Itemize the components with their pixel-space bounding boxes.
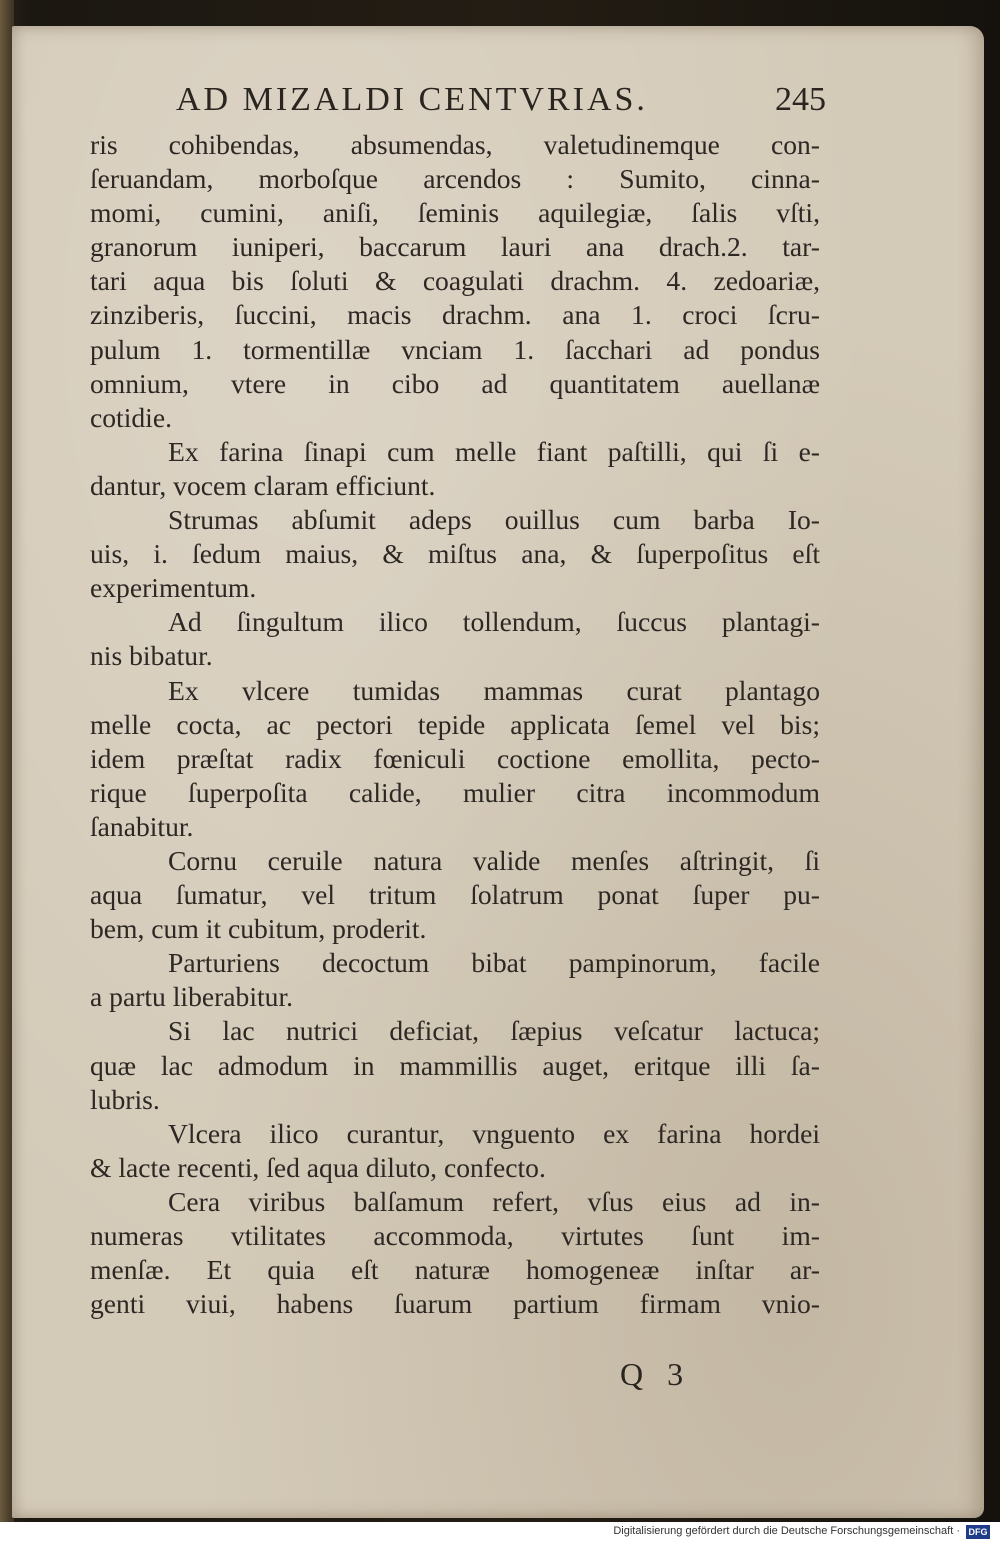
text-line: quæ lac admodum in mammillis auget, eritque illi ſa- — [90, 1049, 820, 1081]
text-line: idem præſtat radix fœniculi coctione emollita, pecto- — [90, 742, 820, 774]
text-line: ſeruandam, morboſque arcendos : Sumito, cinna- — [90, 163, 820, 195]
paragraph — [90, 674, 820, 844]
text-line: experimentum. — [90, 572, 257, 604]
dfg-logo: DFG — [966, 1525, 990, 1539]
text-line: nis bibatur. — [90, 640, 213, 672]
paragraph — [90, 435, 820, 503]
text-line: Cera viribus balſamum refert, vſus eius ad in- — [168, 1185, 820, 1217]
text-line: genti viui, habens ſuarum partium firmam vnio- — [90, 1288, 820, 1320]
paragraph — [90, 844, 820, 946]
text-line: Parturiens decoctum bibat pampinorum, facile — [168, 947, 820, 979]
text-line: Cornu ceruile natura valide menſes aſtringit, ſi — [168, 844, 820, 876]
paragraph — [90, 503, 820, 605]
text-line: tari aqua bis ſoluti & coagulati drachm. 4. zedoariæ, — [90, 265, 820, 297]
text-line: omnium, vtere in cibo ad quantitatem auellanæ — [90, 367, 820, 399]
text-line: Ad ſingultum ilico tollendum, ſuccus plantagi- — [168, 606, 820, 638]
text-line: bem, cum it cubitum, proderit. — [90, 913, 427, 945]
paragraph — [90, 1014, 820, 1116]
text-line: granorum iuniperi, baccarum lauri ana drach.2. tar- — [90, 231, 820, 263]
text-line: Vlcera ilico curantur, vnguento ex farina hordei — [168, 1117, 820, 1149]
text-line: Strumas abſumit adeps ouillus cum barba Io- — [168, 504, 820, 536]
text-line: uis, i. ſedum maius, & miſtus ana, & ſuperpoſitus eſt — [90, 538, 820, 570]
page-number: 245 — [775, 81, 826, 118]
text-line: numeras vtilitates accommoda, virtutes ſunt im- — [90, 1220, 820, 1251]
paragraph — [90, 946, 820, 1014]
text-line: & lacte recenti, ſed aqua diluto, confecto. — [90, 1151, 546, 1183]
text-line: a partu liberabitur. — [90, 981, 294, 1013]
paragraph — [90, 128, 820, 435]
footer-bar — [0, 1522, 1000, 1543]
text-line: melle cocta, ac pectori tepide applicata ſemel vel bis; — [90, 708, 820, 740]
running-head — [176, 80, 826, 120]
running-title: AD MIZALDI CENTVRIAS. — [176, 81, 648, 118]
text-line: Si lac nutrici deficiat, ſæpius veſcatur lactuca; — [168, 1015, 820, 1047]
text-line: aqua ſumatur, vel tritum ſolatrum ponat ſuper pu- — [90, 879, 820, 911]
footer-credit: Digitalisierung gefördert durch die Deutsche Forschungsgemeinschaft · — [613, 1525, 960, 1537]
body-text — [90, 128, 820, 1321]
paragraph — [90, 605, 820, 673]
signature-mark: Q 3 — [620, 1356, 692, 1392]
text-line: cotidie. — [90, 401, 172, 433]
text-line: rique ſuperpoſita calide, mulier citra incommodum — [90, 776, 820, 808]
text-line: ſanabitur. — [90, 810, 194, 842]
text-line: Ex vlcere tumidas mammas curat plantago — [168, 674, 820, 706]
paragraph — [90, 1117, 820, 1185]
text-line: dantur, vocem claram efficiunt. — [90, 469, 436, 501]
paragraph — [90, 1185, 820, 1321]
text-line: pulum 1. tormentillæ vnciam 1. ſacchari ad pondus — [90, 333, 820, 365]
text-line: ris cohibendas, absumendas, valetudinemque con- — [90, 129, 820, 160]
text-line: Ex farina ſinapi cum melle fiant paſtilli, qui ſi e- — [168, 435, 820, 467]
text-line: lubris. — [90, 1083, 160, 1115]
text-line: momi, cumini, aniſi, ſeminis aquilegiæ, ſalis vſti, — [90, 197, 820, 229]
text-line: zinziberis, ſuccini, macis drachm. ana 1. croci ſcru- — [90, 299, 820, 331]
text-line: menſæ. Et quia eſt naturæ homogeneæ inſtar ar- — [90, 1254, 820, 1286]
